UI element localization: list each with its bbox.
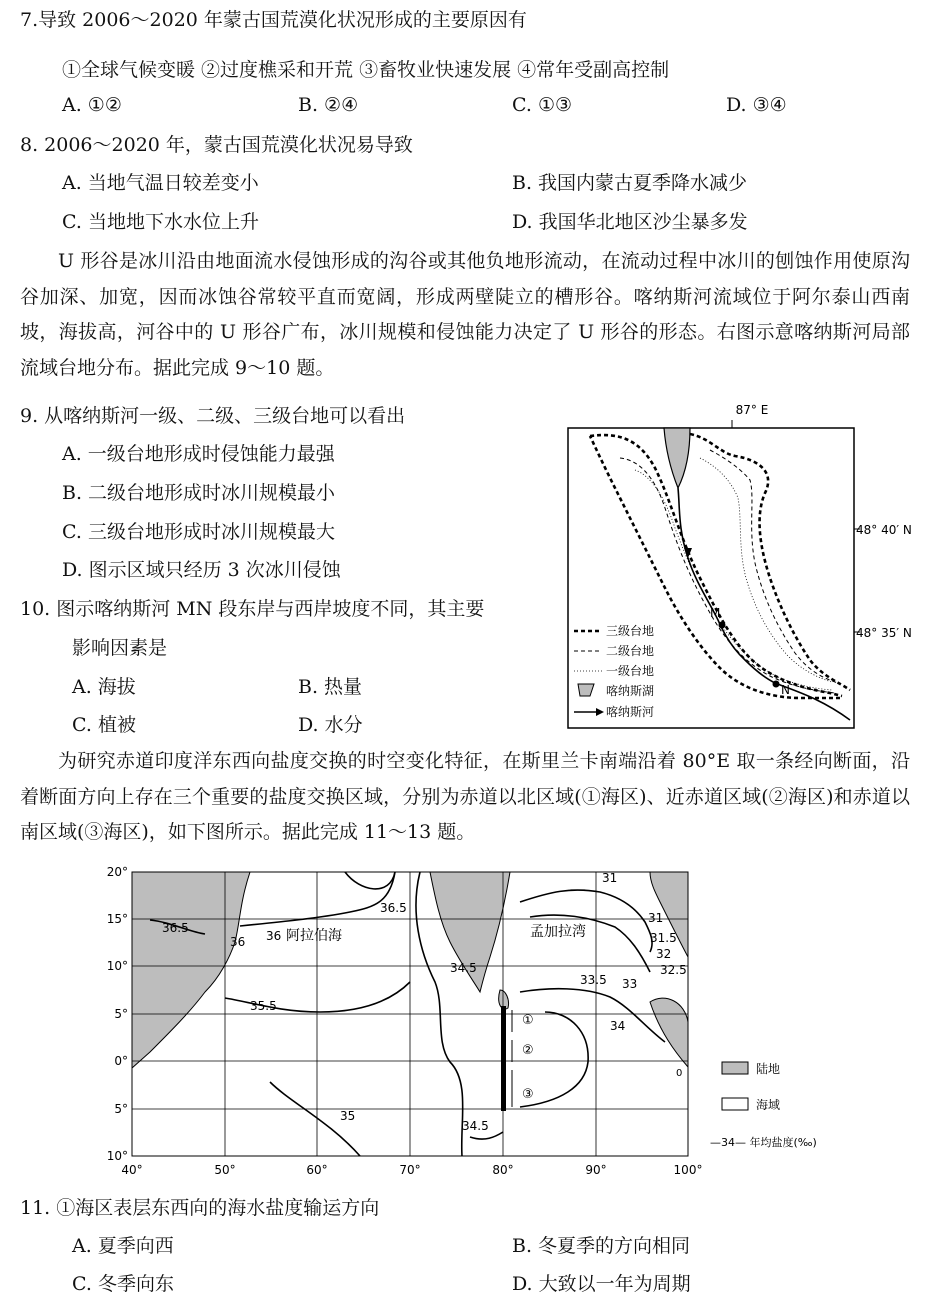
- q10-stem: 10. 图示喀纳斯河 MN 段东岸与西岸坡度不同，其主要: [20, 598, 485, 620]
- iso-label-31-b: 31: [648, 911, 664, 925]
- passage-salinity: [20, 744, 910, 851]
- map1-frame: [568, 428, 854, 728]
- q8-option-a[interactable]: A. 当地气温日较差变小: [62, 172, 259, 194]
- q8-option-c[interactable]: C. 当地地下水水位上升: [62, 211, 259, 233]
- q7-option-d[interactable]: D. ③④: [726, 94, 787, 116]
- lon-label-60: 60°: [306, 1163, 328, 1177]
- point-n-marker: [773, 681, 780, 688]
- zone-2-label: ②: [522, 1043, 534, 1058]
- salinity-map: [90, 862, 860, 1180]
- q8-option-d[interactable]: D. 我国华北地区沙尘暴多发: [512, 211, 748, 233]
- lat-label-10n: 10°: [106, 959, 128, 973]
- lon-label-80: 80°: [492, 1163, 514, 1177]
- legend-sea: 海域: [756, 1098, 781, 1112]
- lat-label-20n: 20°: [106, 865, 128, 879]
- iso-label-31-a: 31: [602, 871, 618, 885]
- map1-lon-label: 87° E: [735, 403, 769, 417]
- legend-river: 喀纳斯河: [606, 705, 655, 719]
- q10-option-a[interactable]: A. 海拔: [72, 676, 136, 698]
- q9-stem: 9. 从喀纳斯河一级、二级、三级台地可以看出: [20, 405, 406, 427]
- section-80e: [501, 1006, 506, 1111]
- zone-3-label: ③: [522, 1087, 534, 1102]
- label-bay-of-bengal: 孟加拉湾: [530, 924, 586, 940]
- iso-label-0: 0: [676, 1068, 683, 1079]
- label-arabian-sea: 阿拉伯海: [286, 928, 342, 944]
- lon-label-70: 70°: [399, 1163, 421, 1177]
- zone-1-label: ①: [522, 1013, 534, 1028]
- lon-label-90: 90°: [585, 1163, 607, 1177]
- q11-option-d[interactable]: D. 大致以一年为周期: [512, 1273, 691, 1295]
- lat-label-5s: 5°: [114, 1102, 128, 1116]
- point-m-label: M: [710, 606, 721, 620]
- q11-option-c[interactable]: C. 冬季向东: [72, 1273, 174, 1295]
- q9-option-c[interactable]: C. 三级台地形成时冰川规模最大: [62, 521, 335, 543]
- iso-label-36-a: 36: [230, 935, 246, 949]
- map1-lat2-label: 48° 35′ N: [856, 626, 912, 640]
- q9-option-b[interactable]: B. 二级台地形成时冰川规模最小: [62, 482, 336, 504]
- iso-label-35-5: 35.5: [250, 999, 277, 1013]
- map1-lat1-label: 48° 40′ N: [856, 523, 912, 537]
- q11-option-b[interactable]: B. 冬夏季的方向相同: [512, 1235, 691, 1257]
- q9-option-a[interactable]: A. 一级台地形成时侵蚀能力最强: [62, 443, 335, 465]
- q7-option-c[interactable]: C. ①③: [512, 94, 573, 116]
- iso-label-33: 33: [622, 977, 638, 991]
- iso-label-35: 35: [340, 1109, 356, 1123]
- q9-option-d[interactable]: D. 图示区域只经历 3 次冰川侵蚀: [62, 559, 341, 581]
- legend-land: 陆地: [756, 1062, 781, 1076]
- legend-isohaline: —34— 年均盐度(‰): [710, 1136, 817, 1149]
- q10-option-d[interactable]: D. 水分: [298, 714, 363, 736]
- iso-label-32: 32: [656, 947, 672, 961]
- q7-option-b[interactable]: B. ②④: [298, 94, 359, 116]
- q8-stem: 8. 2006～2020 年，蒙古国荒漠化状况易导致: [20, 134, 413, 156]
- iso-label-36-b: 36: [266, 929, 282, 943]
- q11-stem: 11. ①海区表层东西向的海水盐度输运方向: [20, 1197, 380, 1219]
- q11-option-a[interactable]: A. 夏季向西: [72, 1235, 174, 1257]
- legend-terrace-3: 三级台地: [606, 624, 655, 638]
- iso-label-36-5-a: 36.5: [380, 901, 407, 915]
- q10-option-b[interactable]: B. 热量: [298, 676, 363, 698]
- passage-u-valley: [20, 244, 910, 386]
- passage-salinity-text: 为研究赤道印度洋东西向盐度交换的时空变化特征，在斯里兰卡南端沿着 80°E 取一条经向断面，沿着断面方向上存在三个重要的盐度交换区域，分别为赤道以北区域(①海区)、近赤道区域(②海区)和赤道以南区域(③海区)，如下图所示。据此完成 11～13 题。: [20, 750, 910, 843]
- legend-lake: 喀纳斯湖: [606, 684, 655, 698]
- iso-label-31-5: 31.5: [650, 931, 677, 945]
- legend-terrace-1: 一级台地: [606, 664, 655, 678]
- iso-label-34-5-b: 34.5: [462, 1119, 489, 1133]
- point-m-marker: [719, 622, 726, 629]
- iso-label-36-5-b: 36.5: [162, 921, 189, 935]
- point-n-label: N: [781, 683, 790, 697]
- lon-label-40: 40°: [121, 1163, 143, 1177]
- legend-terrace-2: 二级台地: [606, 644, 655, 658]
- lat-label-15n: 15°: [106, 912, 128, 926]
- iso-label-32-5: 32.5: [660, 963, 687, 977]
- lon-label-100: 100°: [673, 1163, 703, 1177]
- iso-label-33-5: 33.5: [580, 973, 607, 987]
- lon-label-50: 50°: [214, 1163, 236, 1177]
- legend-sea-symbol: [722, 1098, 748, 1110]
- q8-option-b[interactable]: B. 我国内蒙古夏季降水减少: [512, 172, 748, 194]
- lat-label-10s: 10°: [106, 1149, 128, 1163]
- legend-land-symbol: [722, 1062, 748, 1074]
- iso-label-34-5-a: 34.5: [450, 961, 477, 975]
- q7-stem: 7.导致 2006～2020 年蒙古国荒漠化状况形成的主要原因有: [20, 9, 527, 31]
- iso-label-34: 34: [610, 1019, 626, 1033]
- passage-u-valley-text: U 形谷是冰川沿由地面流水侵蚀形成的沟谷或其他负地形流动，在流动过程中冰川的刨蚀作用使原沟谷加深、加宽，因而冰蚀谷常较平直而宽阔，形成两壁陡立的槽形谷。喀纳斯河流域位于阿尔泰山西南坡，海拔高，河谷中的 U 形谷广布，冰川规模和侵蚀能力决定了 U 形谷的形态。右图示意喀纳斯河局部流域台地分布。据此完成 9～10 题。: [20, 250, 910, 379]
- lat-label-0: 0°: [114, 1054, 128, 1068]
- lat-label-5n: 5°: [114, 1007, 128, 1021]
- q7-option-a[interactable]: A. ①②: [62, 94, 122, 116]
- q10-option-c[interactable]: C. 植被: [72, 714, 136, 736]
- q7-items: ①全球气候变暖 ②过度樵采和开荒 ③畜牧业快速发展 ④常年受副高控制: [62, 59, 670, 81]
- kanas-terrace-map: [560, 398, 920, 734]
- q10-stem-cont: 影响因素是: [72, 637, 168, 659]
